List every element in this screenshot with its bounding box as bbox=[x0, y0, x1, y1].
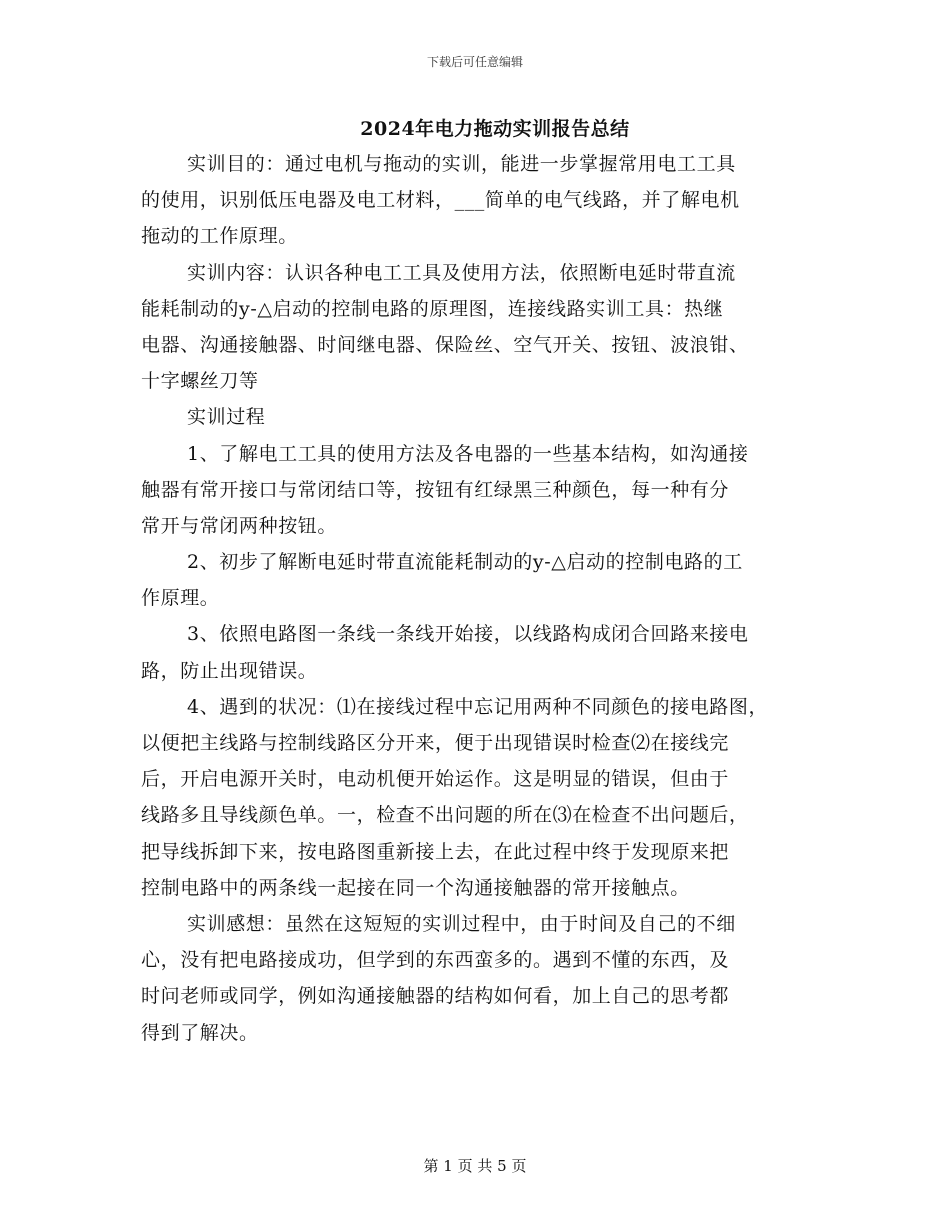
document-body bbox=[141, 146, 816, 1051]
header-note: 下载后可任意编辑 bbox=[426, 55, 523, 69]
paragraph-reflection-line: 心，没有把电路接成功，但学到的东西蛮多的。遇到不懂的东西，及 bbox=[141, 949, 730, 972]
paragraph-content-line: 能耗制动的y-△启动的控制电路的原理图，连接线路实训工具：热继 bbox=[141, 297, 724, 320]
paragraph-reflection-line: 时问老师或同学，例如沟通接触器的结构如何看，加上自己的思考都 bbox=[141, 985, 730, 1008]
paragraph-step4-line: 4、遇到的状况：⑴在接线过程中忘记用两种不同颜色的接电路图， bbox=[187, 695, 769, 718]
document-title: 2024年电力拖动实训报告总结 bbox=[360, 118, 630, 140]
page-number-footer: 第 1 页 共 5 页 bbox=[423, 1157, 527, 1175]
paragraph-reflection-line: 实训感想：虽然在这短短的实训过程中，由于时间及自己的不细 bbox=[187, 912, 736, 935]
paragraph-content-line: 电器、沟通接触器、时间继电器、保险丝、空气开关、按钮、波浪钳、 bbox=[141, 333, 749, 356]
paragraph-reflection-line: 得到了解决。 bbox=[141, 1021, 259, 1044]
paragraph-content-line: 十字螺丝刀等 bbox=[141, 370, 259, 393]
paragraph-step4-line: 线路多且导线颜色单。一，检查不出问题的所在⑶在检查不出问题后， bbox=[141, 804, 749, 827]
paragraph-purpose-line: 的使用，识别低压电器及电工材料，___简单的电气线路，并了解电机 bbox=[141, 189, 740, 212]
paragraph-step3-line: 3、依照电路图一条线一条线开始接，以线路构成闭合回路来接电 bbox=[187, 623, 749, 646]
paragraph-step3-line: 路，防止出现错误。 bbox=[141, 659, 318, 682]
paragraph-step4-line: 把导线拆卸下来，按电路图重新接上去，在此过程中终于发现原来把 bbox=[141, 840, 730, 863]
paragraph-step4-line: 后，开启电源开关时，电动机便开始运作。这是明显的错误，但由于 bbox=[141, 768, 730, 791]
paragraph-step1-line: 1、了解电工工具的使用方法及各电器的一些基本结构，如沟通接 bbox=[187, 442, 749, 465]
paragraph-step2-line: 2、初步了解断电延时带直流能耗制动的y-△启动的控制电路的工 bbox=[187, 551, 743, 574]
paragraph-step4-line: 控制电路中的两条线一起接在同一个沟通接触器的常开接触点。 bbox=[141, 876, 690, 899]
paragraph-step2-line: 作原理。 bbox=[141, 587, 220, 610]
section-heading-process: 实训过程 bbox=[187, 406, 266, 429]
paragraph-content-line: 实训内容：认识各种电工工具及使用方法，依照断电延时带直流 bbox=[187, 261, 736, 284]
paragraph-step1-line: 常开与常闭两种按钮。 bbox=[141, 514, 338, 537]
paragraph-purpose-line: 实训目的：通过电机与拖动的实训，能进一步掌握常用电工工具 bbox=[187, 153, 736, 175]
paragraph-step1-line: 触器有常开接口与常闭结口等，按钮有红绿黑三种颜色，每一种有分 bbox=[141, 478, 730, 501]
paragraph-purpose-line: 拖动的工作原理。 bbox=[141, 225, 298, 248]
paragraph-step4-line: 以便把主线路与控制线路区分开来，便于出现错误时检查⑵在接线完 bbox=[141, 732, 730, 754]
